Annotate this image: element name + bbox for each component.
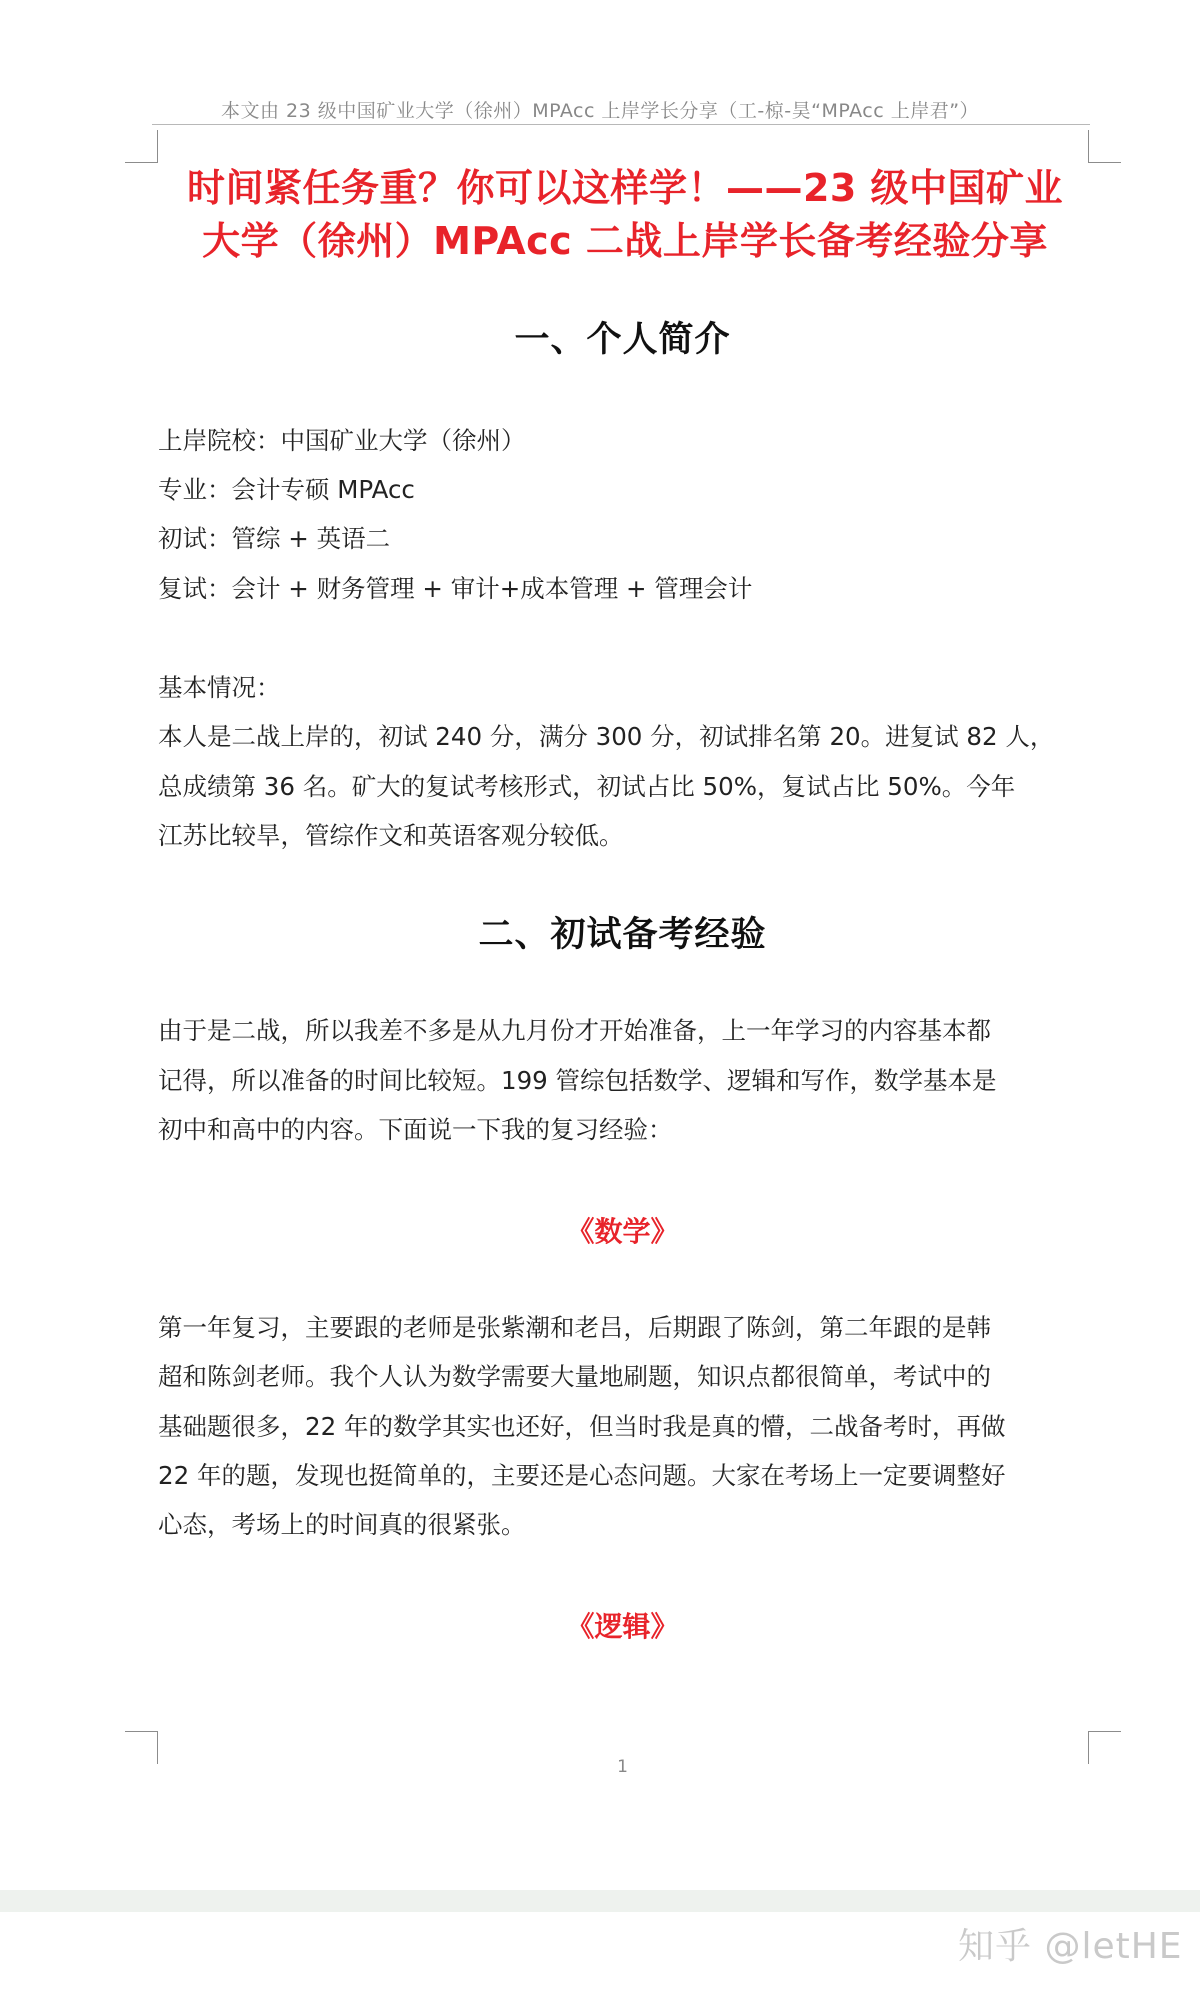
math-paragraph-line: 超和陈剑老师。我个人认为数学需要大量地刷题，知识点都很简单，考试中的 [158,1362,991,1391]
basic-situation-line: 江苏比较旱，管综作文和英语客观分较低。 [158,821,624,850]
title-line-1: 时间紧任务重？你可以这样学！——23 级中国矿业 [186,166,1064,210]
document-title [160,162,1090,268]
info-major: 专业：会计专硕 MPAcc [158,475,415,504]
section-heading-personal-intro: 一、个人简介 [514,320,731,360]
header-divider [152,124,1090,125]
page-header: 本文由 23 级中国矿业大学（徐州）MPAcc 上岸学长分享（工-椋-昊“MPAcc 上岸君”） [220,100,980,122]
info-retest: 复试：会计 + 财务管理 + 审计+成本管理 + 管理会计 [158,574,753,603]
info-school: 上岸院校：中国矿业大学（徐州） [158,426,526,455]
basic-situation-line: 本人是二战上岸的，初试 240 分，满分 300 分，初试排名第 20。进复试 82 人， [158,722,1055,751]
math-paragraph-line: 基础题很多，22 年的数学其实也还好，但当时我是真的懵，二战备考时，再做 [158,1412,1006,1441]
basic-situation-line: 总成绩第 36 名。矿大的复试考核形式，初试占比 50%，复试占比 50%。今年 [158,772,1016,801]
math-paragraph-line: 心态，考场上的时间真的很紧张。 [158,1510,526,1539]
intro-paragraph-line: 由于是二战，所以我差不多是从九月份才开始准备，上一年学习的内容基本都 [158,1016,991,1045]
math-paragraph-line: 第一年复习，主要跟的老师是张紫潮和老吕，后期跟了陈剑，第二年跟的是韩 [158,1313,991,1342]
intro-paragraph-line: 记得，所以准备的时间比较短。199 管综包括数学、逻辑和写作，数学基本是 [158,1066,997,1095]
intro-paragraph-line: 初中和高中的内容。下面说一下我的复习经验： [158,1115,673,1144]
subheading-math: 《数学》 [566,1215,679,1248]
basic-situation-label: 基本情况： [158,673,281,702]
page-number: 1 [617,1757,628,1777]
info-initial-exam: 初试：管综 + 英语二 [158,524,391,553]
section-heading-initial-exam: 二、初试备考经验 [478,915,767,955]
footer-band [0,1890,1200,1912]
title-line-2: 大学（徐州）MPAcc 二战上岸学长备考经验分享 [202,219,1048,263]
zhihu-watermark: 知乎 @letHE [958,1926,1183,1967]
margin-corner-top-left [125,130,158,163]
math-paragraph-line: 22 年的题，发现也挺简单的，主要还是心态问题。大家在考场上一定要调整好 [158,1461,1006,1490]
margin-corner-top-right [1088,130,1121,163]
subheading-logic: 《逻辑》 [566,1610,679,1643]
